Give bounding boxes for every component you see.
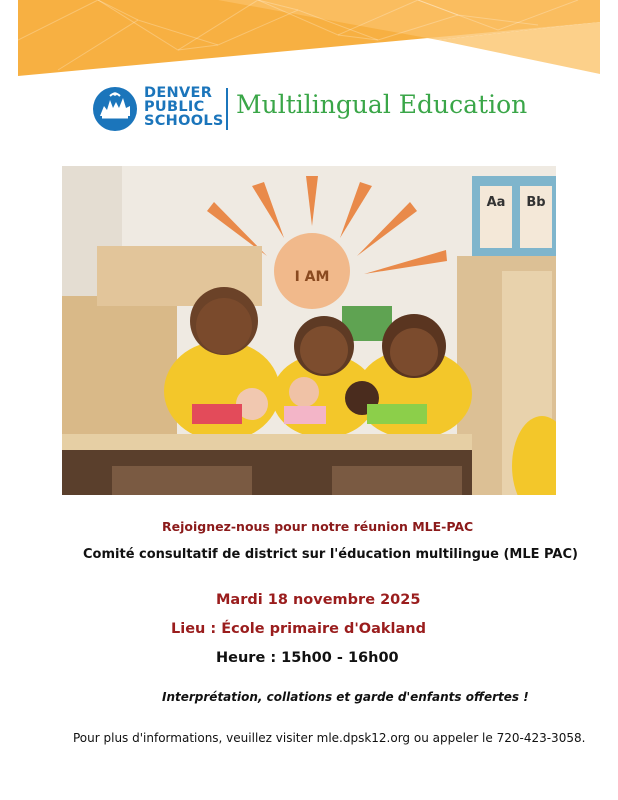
alphabet-chart <box>472 176 556 261</box>
more-info-line: Pour plus d'informations, veuillez visiter mle.dpsk12.org ou appeler le 720-423-3058. <box>73 731 586 745</box>
committee-title: Comité consultatif de district sur l'éducation multilingue (MLE PAC) <box>83 547 578 562</box>
program-title: Multilingual Education <box>236 90 528 119</box>
logo-row <box>92 84 532 132</box>
chart-letter-a: Aa <box>486 195 506 210</box>
invite-line: Rejoignez-nous pour notre réunion MLE-PAC <box>162 519 474 534</box>
wall-sign-text: I AM <box>294 269 330 285</box>
dps-seal-logo <box>92 86 138 132</box>
org-line-1: DENVER <box>144 85 213 101</box>
meeting-time: Heure : 15h00 - 16h00 <box>216 650 399 666</box>
chart-letter-b: Bb <box>526 195 546 210</box>
org-line-2: PUBLIC <box>144 99 205 115</box>
org-line-3: SCHOOLS <box>144 113 224 129</box>
meeting-location: Lieu : École primaire d'Oakland <box>171 621 427 637</box>
dps-wordmark <box>144 86 224 128</box>
header-banner <box>18 0 600 76</box>
logo-divider <box>226 88 228 130</box>
services-offered: Interprétation, collations et garde d'enfants offertes ! <box>162 690 529 704</box>
classroom-photo <box>62 166 556 495</box>
meeting-date: Mardi 18 novembre 2025 <box>216 592 421 608</box>
